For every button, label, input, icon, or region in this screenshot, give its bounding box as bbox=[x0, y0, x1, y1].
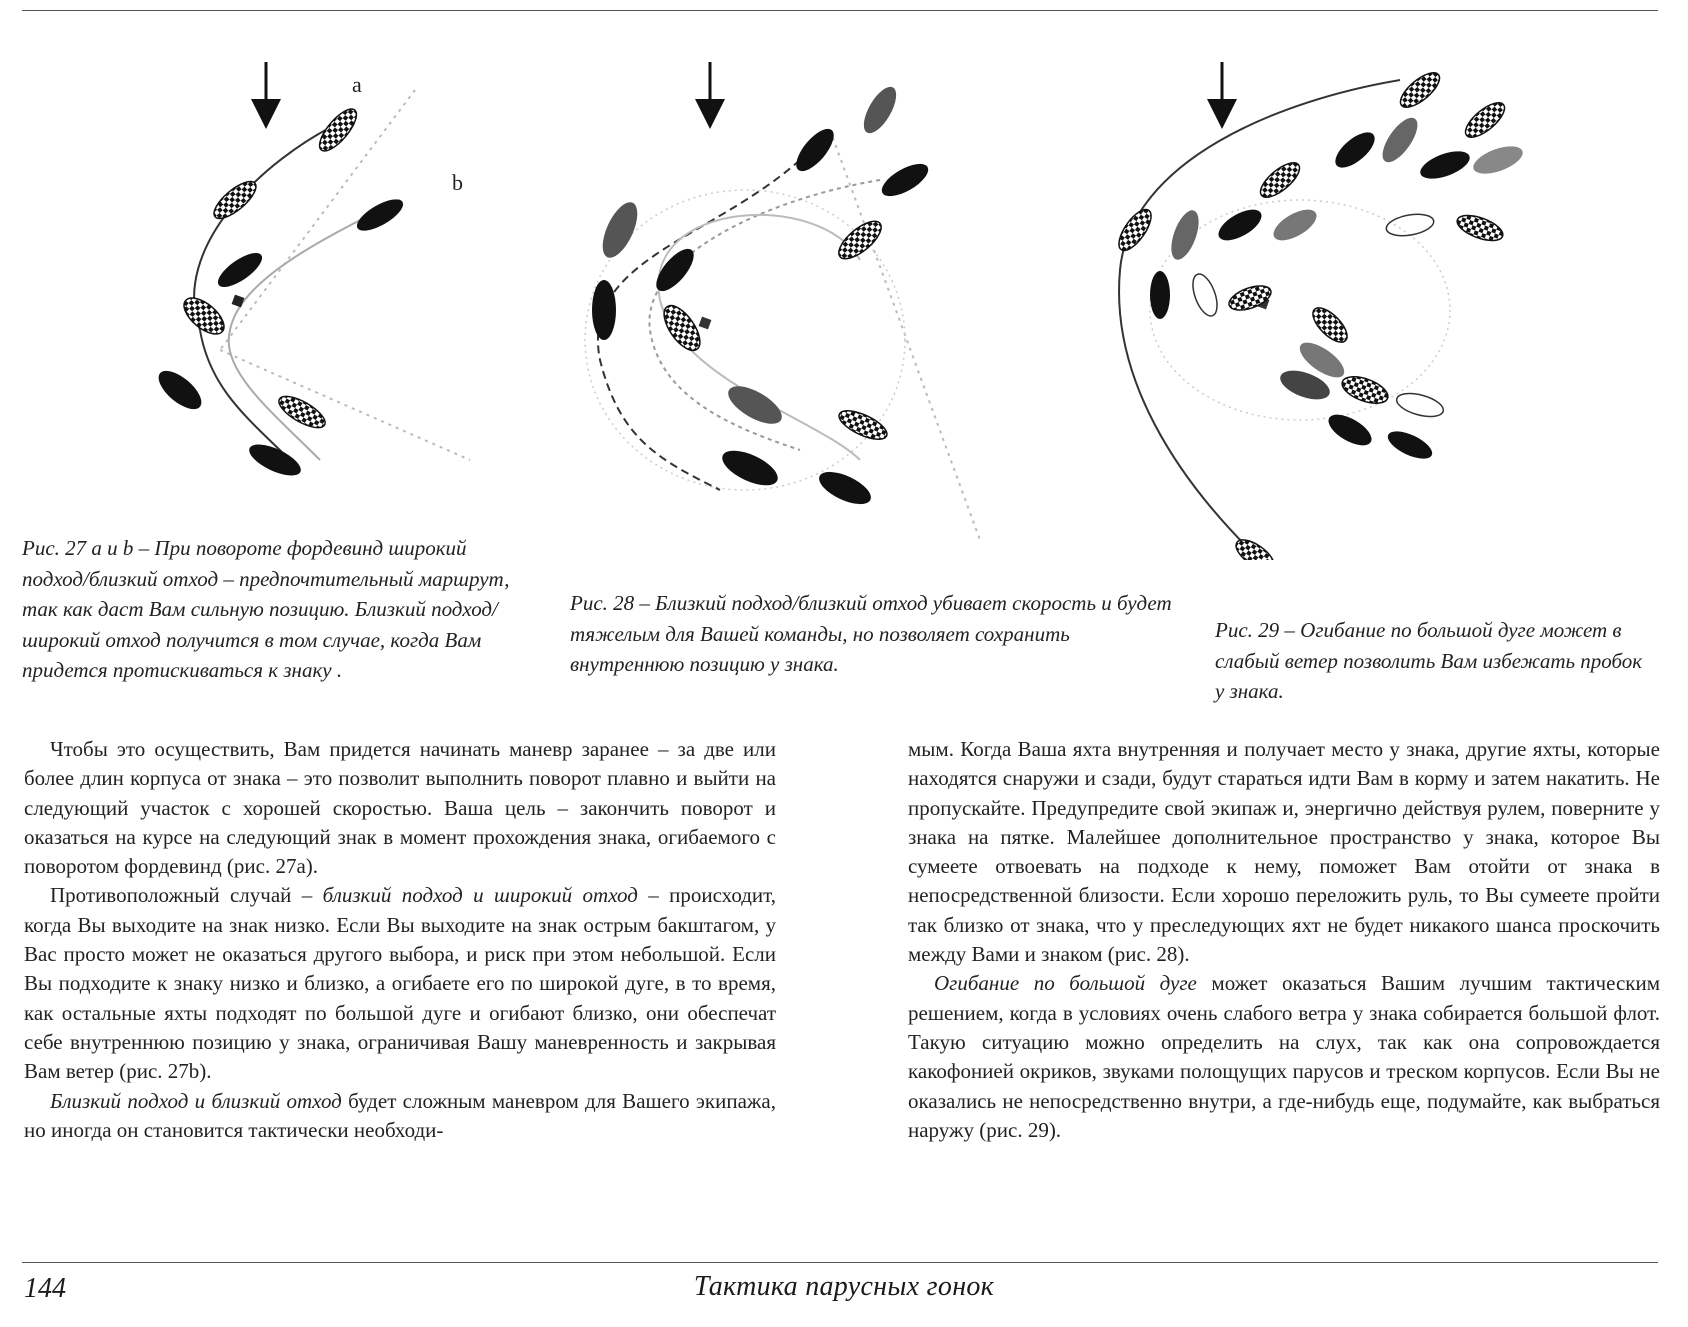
top-rule bbox=[22, 10, 1658, 11]
figure-27-caption-prefix: Рис. 27 a и b bbox=[22, 536, 134, 560]
figure-29-caption-prefix: Рис. 29 bbox=[1215, 618, 1280, 642]
figure-28-caption bbox=[570, 588, 1180, 680]
fig27-label-a: a bbox=[352, 72, 362, 97]
figure-28-diagram bbox=[560, 40, 980, 560]
figure-27-caption bbox=[22, 533, 532, 686]
left-paragraph-1: Чтобы это осуществить, Вам придется начинать маневр заранее – за две или более длин корпуса от знака – это позволит выполнить поворот плавно и выйти на следующий участок с хорошей скоростью. Ваша цель – закончить поворот и оказаться на курсе на следующий знак в момент прохождения знака, огибаемого с поворотом фордевинд (рис. 27а). bbox=[24, 737, 776, 879]
body-column-right bbox=[908, 735, 1660, 1145]
left-paragraph-2-emphasis: близкий подход и широкий отход bbox=[322, 883, 638, 908]
page-number: 144 bbox=[24, 1273, 66, 1304]
left-paragraph-3-emphasis: Близкий подход и близкий отход bbox=[50, 1088, 342, 1113]
right-paragraph-2-emphasis: Огибание по большой дуге bbox=[934, 971, 1197, 996]
left-paragraph-2 bbox=[24, 881, 776, 1086]
right-paragraph-2-rest: может оказаться Вашим лучшим тактическим решением, когда в условиях очень слабого ветра у знака собирается большой флот. Такую ситуацию можно определить на слух, так как она сопровождается какофонией окриков, звуками полощущих парусов и треском корпусов. Если Вы не оказались не непосредственно внутри, а где-нибудь еще, подумайте, как выбраться наружу (рис. 29). bbox=[908, 971, 1660, 1142]
figure-27-diagram bbox=[140, 40, 500, 560]
left-paragraph-2-start: Противоположный случай – bbox=[50, 883, 323, 908]
left-paragraph-3-rest: будет сложным маневром для Вашего экипажа, но иногда он становится тактически необходи- bbox=[24, 1088, 776, 1142]
footer-rule bbox=[22, 1262, 1658, 1263]
fig27-label-b: b bbox=[452, 170, 463, 195]
figure-29-caption bbox=[1215, 615, 1655, 707]
left-paragraph-3 bbox=[24, 1087, 776, 1146]
figure-29-caption-text: – Огибание по большой дуге может в слабый ветер позволить Вам избежать пробок у знака. bbox=[1215, 618, 1643, 703]
right-paragraph-2 bbox=[908, 969, 1660, 1145]
body-column-left bbox=[24, 735, 776, 1145]
left-paragraph-2-rest: – происходит, когда Вы выходите на знак низко. Если Вы выходите на знак острым бакштагом, у Вас просто может не оказаться другого выбора, и риск при этом небольшой. Если Вы подходите к знаку низко и близко, а огибаете его по широкой дуге, в то время, как остальные яхты подходят по большой дуге и огибают близко, они обеспечат себе внутреннюю позицию у знака, ограничивая Вашу маневренность и закрывая Вам ветер (рис. 27b). bbox=[24, 883, 777, 1084]
figure-28-caption-text: – Близкий подход/близкий отход убивает скорость и будет тяжелым для Вашей команды, но позволяет сохранить внутреннюю позицию у знака. bbox=[570, 591, 1172, 676]
figure-27-caption-text: – При повороте фордевинд широкий подход/близкий отход – предпочтительный маршрут, так как даст Вам сильную позицию. Близкий подход/широкий отход получится в том случае, когда Вам придется протискиваться к знаку . bbox=[22, 536, 510, 682]
figure-28-caption-prefix: Рис. 28 bbox=[570, 591, 635, 615]
running-title: Тактика парусных гонок bbox=[693, 1271, 995, 1302]
figure-29-diagram bbox=[1100, 40, 1560, 560]
right-paragraph-1: мым. Когда Ваша яхта внутренняя и получает место у знака, другие яхты, которые находятся снаружи и сзади, будут стараться идти Вам в корму и затем накатить. Не пропускайте. Предупредите свой экипаж и, энергично действуя рулем, поверните у знака на пятке. Малейшее дополнительное пространство у знака, которое Вы сумеете отвоевать на подходе к нему, поможет Вам отойти от знака в непосредственной близости. Если хорошо переложить руль, то Вы сумеете пройти так близко от знака, что у преследующих яхт не будет никакого шанса проскочить между Вами и знаком (рис. 28). bbox=[908, 737, 1660, 967]
